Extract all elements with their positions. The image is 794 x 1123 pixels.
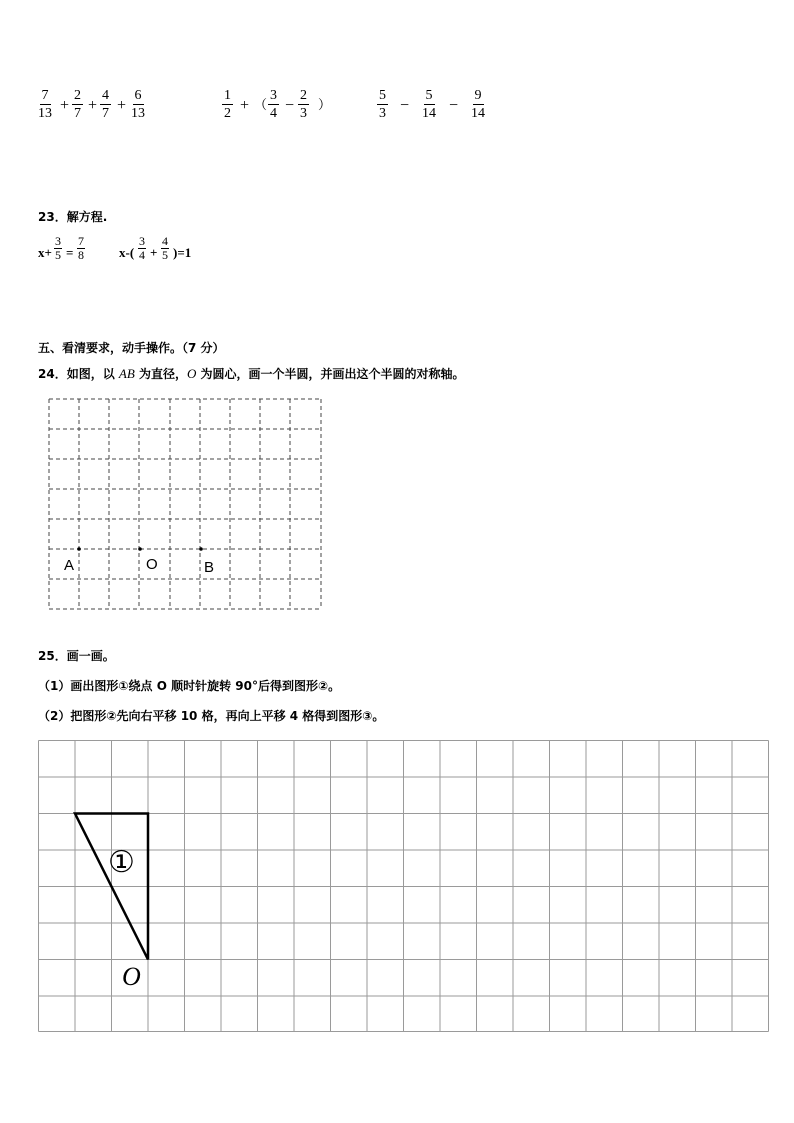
- fraction: $\frac{4}{7}$: [102, 88, 109, 121]
- fraction: $\frac{1}{2}$: [224, 88, 231, 121]
- section-5-title: 五、看清要求，动手操作。（7 分）: [38, 341, 225, 355]
- right-paren: ）: [318, 97, 332, 112]
- fraction: $\frac{4}{5}$: [162, 234, 168, 262]
- minus-sign: −: [449, 97, 459, 114]
- grid-q25: [36, 738, 772, 1034]
- fraction: $\frac{9}{14}$: [471, 88, 485, 121]
- fraction: $\frac{7}{13}$: [38, 88, 52, 121]
- fraction: $\frac{3}{4}$: [139, 234, 145, 262]
- point-a: [77, 547, 81, 551]
- minus-sign: −: [285, 97, 295, 114]
- plus-sign: +: [240, 97, 250, 114]
- plus-sign: +: [88, 97, 98, 114]
- question-25-line-2: （2）把图形②先向右平移 10 格，再向上平移 4 格得到图形③。: [38, 709, 385, 723]
- fraction: $\frac{7}{8}$: [78, 234, 84, 262]
- question-25-line-1: （1）画出图形①绕点 O 顺时针旋转 90°后得到图形②。: [38, 679, 341, 693]
- point-b: [199, 547, 203, 551]
- left-paren: （: [254, 97, 268, 112]
- fraction: $\frac{2}{7}$: [74, 88, 81, 121]
- label-b: B: [204, 559, 215, 576]
- question-25-title: 25．画一画。: [38, 649, 115, 663]
- plus-sign: +: [60, 97, 70, 114]
- fraction: $\frac{5}{3}$: [379, 88, 386, 121]
- fraction: $\frac{5}{14}$: [422, 88, 436, 121]
- label-a: A: [64, 557, 75, 574]
- dashed-grid-q24: [44, 394, 328, 614]
- minus-sign: −: [400, 97, 410, 114]
- plus-sign: +: [117, 97, 127, 114]
- point-o-label: O: [122, 962, 141, 991]
- shape-1-label: ①: [108, 845, 135, 880]
- question-23-title: 23．解方程.: [38, 210, 108, 224]
- fraction: $\frac{3}{5}$: [55, 234, 61, 262]
- label-o: O: [146, 556, 158, 573]
- question-24-text: 24．如图，以 AB 为直径，O 为圆心，画一个半圆，并画出这个半圆的对称轴。: [38, 366, 465, 381]
- fraction: $\frac{6}{13}$: [131, 88, 145, 121]
- point-o: [138, 547, 142, 551]
- fraction: $\frac{2}{3}$: [300, 88, 307, 121]
- fraction: $\frac{3}{4}$: [270, 88, 277, 121]
